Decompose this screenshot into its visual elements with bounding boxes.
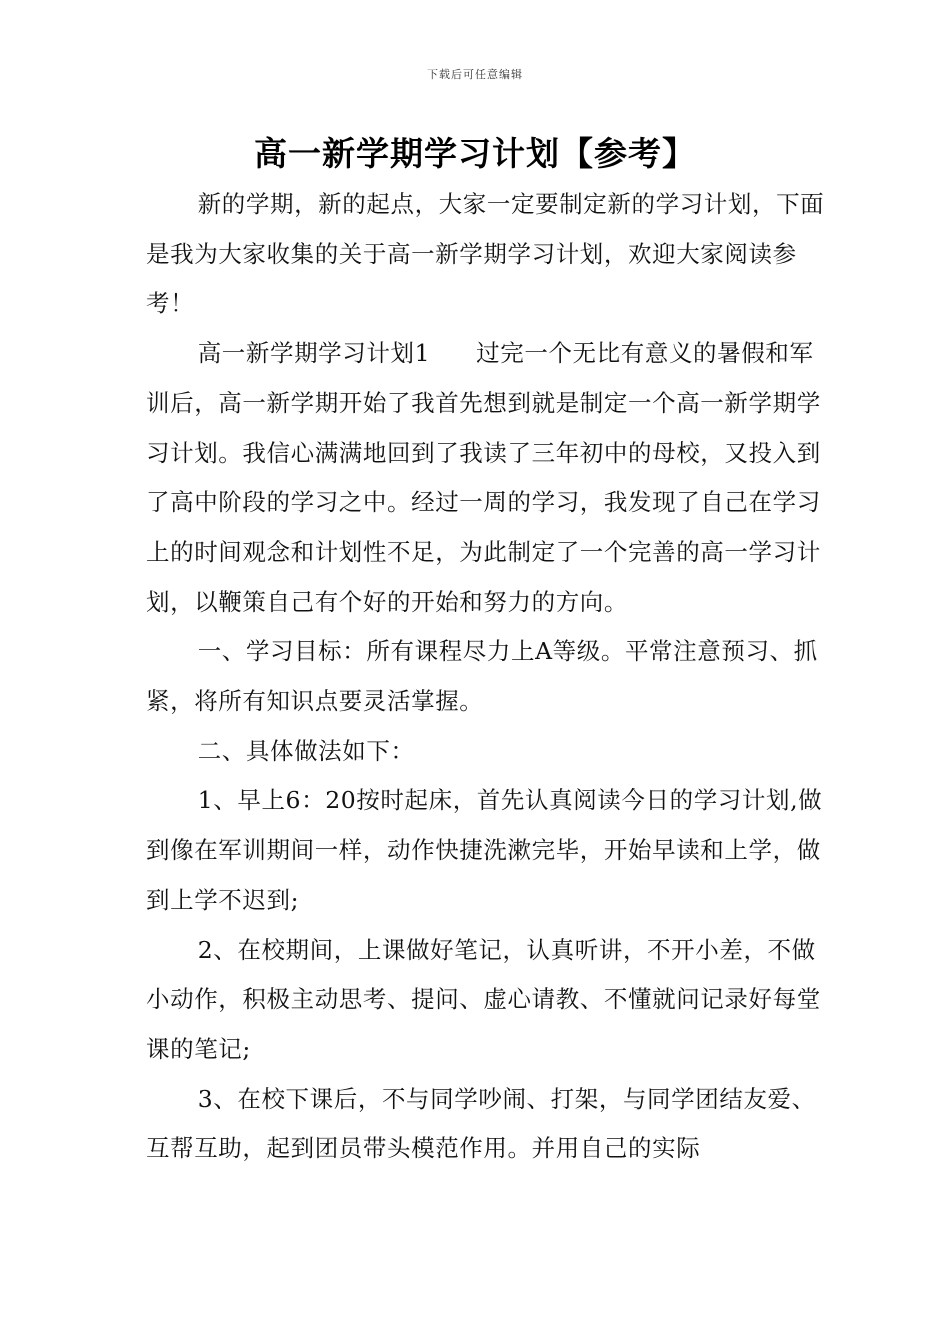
plan-1-text: 过完一个无比有意义的暑假和军训后，高一新学期开始了我首先想到就是制定一个高一新学期学习计划。我信心满满地回到了我读了三年初中的母校，又投入到了高中阶段的学习之中。经过一周的学习，我发现了自己在学习上的时间观念和计划性不足，为此制定了一个完善的高一学习计划，以鞭策自己有个好的开始和努力的方向。 xyxy=(146,339,821,616)
method-item-2: 2、在校期间，上课做好笔记，认真听讲，不开小差，不做小动作，积极主动思考、提问、虚心请教、不懂就问记录好每堂课的笔记; xyxy=(146,935,821,1063)
section-heading: 高一新学期学习计划1 xyxy=(197,339,431,368)
intro-paragraph: 新的学期，新的起点，大家一定要制定新的学习计划，下面是我为大家收集的关于高一新学期学习计划，欢迎大家阅读参考！ xyxy=(146,190,825,318)
goal-paragraph: 一、学习目标：所有课程尽力上A等级。平常注意预习、抓紧，将所有知识点要灵活掌握。 xyxy=(146,637,818,716)
method-item-3: 3、在校下课后，不与同学吵闹、打架，与同学团结友爱、互帮互助，起到团员带头模范作用。并用自己的实际 xyxy=(146,1084,816,1163)
document-body xyxy=(146,180,826,1174)
methods-heading: 二、具体做法如下： xyxy=(197,736,415,765)
header-note: 下载后可任意编辑 xyxy=(427,68,523,81)
method-item-1: 1、早上6：20按时起床，首先认真阅读今日的学习计划,做到像在军训期间一样，动作快捷洗漱完毕，开始早读和上学，做到上学不迟到; xyxy=(146,786,823,914)
plan-1-paragraph xyxy=(146,329,826,627)
document-title: 高一新学期学习计划【参考】 xyxy=(254,134,696,173)
